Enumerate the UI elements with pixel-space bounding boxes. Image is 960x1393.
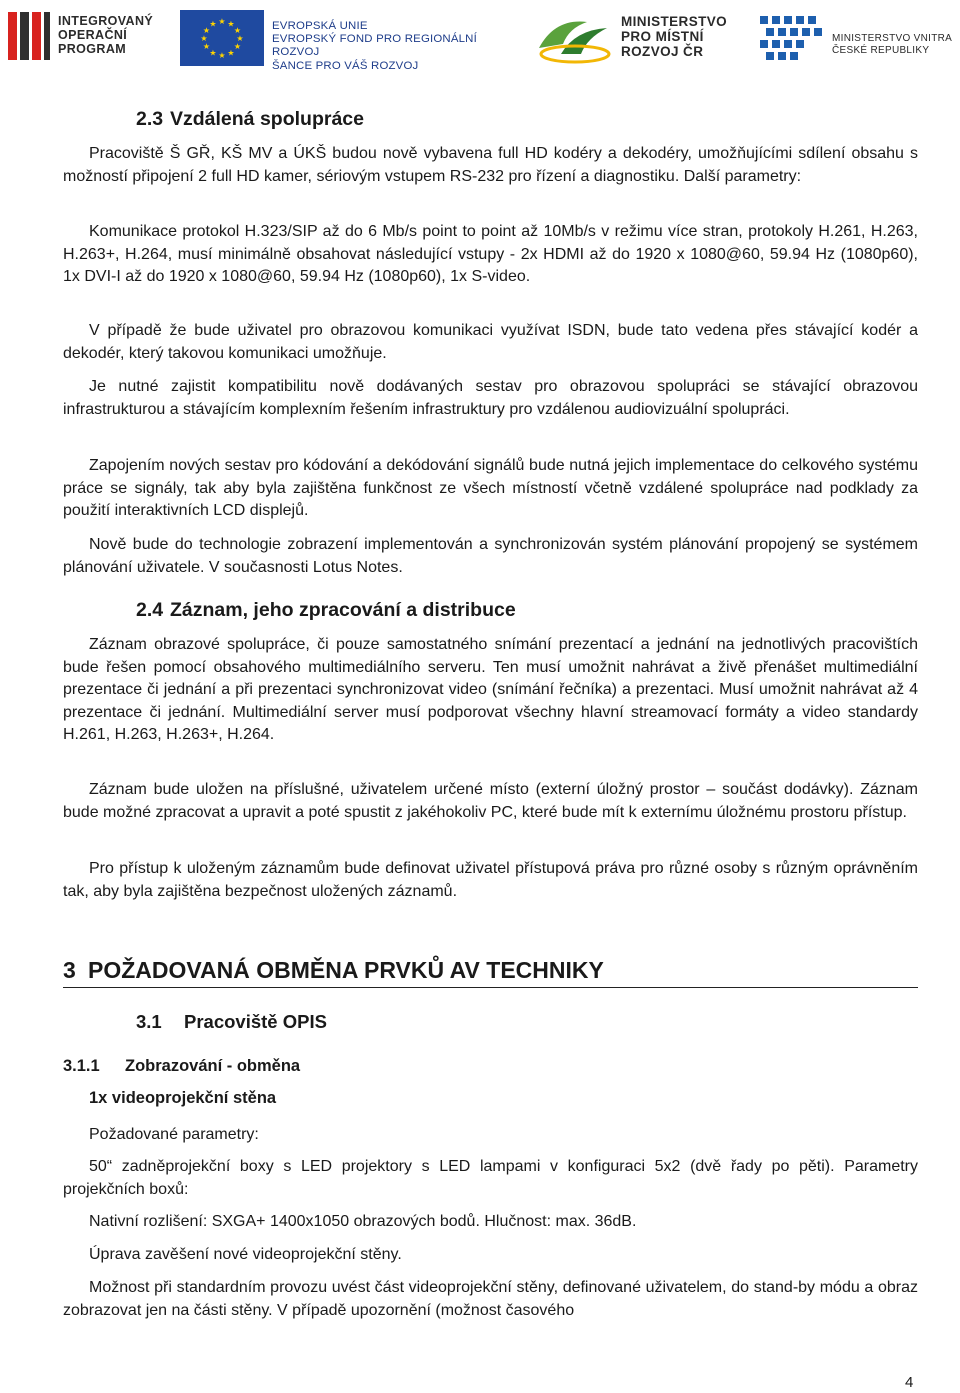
svg-text:★: ★ xyxy=(218,51,226,60)
section-title: Zobrazování - obměna xyxy=(125,1057,301,1075)
svg-text:★: ★ xyxy=(227,48,235,58)
section-number: 2.3 xyxy=(136,108,164,130)
svg-text:★: ★ xyxy=(202,26,211,35)
logo-mv-line: MINISTERSTVO VNITRA xyxy=(832,33,953,44)
section-heading-2-3 xyxy=(136,108,364,131)
logo-mmr xyxy=(535,6,750,68)
logo-iop-line: INTEGROVANÝ xyxy=(58,14,154,28)
paragraph: 50“ zadněprojekční boxy s LED projektory s LED lampami v konfiguraci 5x2 (dvě řady po pěti). Parametry projekčních boxů: xyxy=(63,1158,918,1198)
paragraph: Je nutné zajistit kompatibilitu nově dodávaných sestav pro obrazovou spolupráci se stávající obrazovou infrastrukturou a stávajícím komplexním řešením infrastruktury pro vzdálenou audiovizuální spolupráci. xyxy=(63,378,918,418)
svg-text:★: ★ xyxy=(202,42,211,51)
logo-iop xyxy=(6,6,176,68)
paragraph: Pro přístup k uloženým záznamům bude definovat uživatel přístupová práva pro různé osoby s různým oprávněním tak, aby byla zajištěna bezpečnost uložených záznamů. xyxy=(63,860,918,900)
paragraph: Zapojením nových sestav pro kódování a dekódování signálů bude nutná jejich implementace do celkového systému práce se signály, tak aby byla zajištěna funkčnost ze všech místností včetně vzdálené spolupráce nad podklady za použití interaktivních LCD displejů. xyxy=(63,457,918,519)
paragraph: Nově bude do technologie zobrazení implementován a synchronizován systém plánování propojený se systémem plánování uživatele. V současnosti Lotus Notes. xyxy=(63,536,918,576)
logo-mmr-line: PRO MÍSTNÍ xyxy=(621,29,704,44)
section-title: Pracoviště OPIS xyxy=(184,1011,327,1032)
svg-text:★: ★ xyxy=(209,48,217,58)
logo-header xyxy=(0,0,960,72)
section-number: 3.1.1 xyxy=(63,1057,100,1075)
mv-emblem-icon xyxy=(758,12,828,68)
logo-iop-line: PROGRAM xyxy=(58,42,127,56)
svg-text:★: ★ xyxy=(236,34,244,43)
paragraph: Nativní rozlišení: SXGA+ 1400x1050 obrazových bodů. Hlučnost: max. 36dB. xyxy=(89,1213,637,1230)
chapter-title: POŽADOVANÁ OBMĚNA PRVKŮ AV TECHNIKY xyxy=(88,957,604,983)
section-number: 2.4 xyxy=(136,599,164,621)
page-number: 4 xyxy=(905,1374,914,1391)
paragraph: Pracoviště Š GŘ, KŠ MV a ÚKŠ budou nově vybavena full HD kodéry a dekodéry, umožňujícími sdílení obsahu s možností připojení 2 full HD kamer, sériovým vstupem RS-232 pro řízení a diagnostiku. Další parametry: xyxy=(63,145,918,185)
section-title: Vzdálená spolupráce xyxy=(170,108,364,130)
section-heading-3-1 xyxy=(136,1011,327,1033)
paragraph: Požadované parametry: xyxy=(89,1126,259,1143)
svg-text:★: ★ xyxy=(233,42,242,51)
svg-text:★: ★ xyxy=(233,26,242,35)
section-title: Záznam, jeho zpracování a distribuce xyxy=(170,599,516,621)
paragraph: V případě že bude uživatel pro obrazovou komunikaci využívat ISDN, bude tato vedena přes stávající kodér a dekodér, který takovou komunikaci umožňuje. xyxy=(63,322,918,362)
logo-eu xyxy=(180,6,525,72)
svg-text:★: ★ xyxy=(227,19,235,29)
paragraph: Záznam obrazové spolupráce, či pouze samostatného snímání prezentací a jednání na jednotlivých pracovištích bude řešen pomocí obsahového multimediálního serveru. Ten musí umožnit nahrávat a živě přenášet multimediální prezentace či jednání a při prezentaci synchronizovat video (snímání řečníka) a prezentaci. Musí umožnit nahrávat až 4 prezentace či jednání. Multimediální server musí podporovat všechny hlavní streamovací formáty a video standardy H.261, H.263, H.263+, H.264. xyxy=(63,636,918,743)
chapter-heading-3 xyxy=(63,957,918,988)
svg-text:★: ★ xyxy=(200,34,208,43)
logo-eu-line: EVROPSKÁ UNIE xyxy=(272,20,368,32)
mmr-emblem-icon xyxy=(535,14,615,64)
section-number: 3.1 xyxy=(136,1011,162,1032)
logo-mv-line: ČESKÉ REPUBLIKY xyxy=(832,45,930,56)
paragraph: Možnost při standardním provozu uvést část videoprojekční stěny, definované uživatelem, do stand-by módu a obraz zobrazovat jen na části stěny. V případě upozornění (možnost časového xyxy=(63,1279,918,1319)
paragraph: Úprava zavěšení nové videoprojekční stěny. xyxy=(89,1246,402,1263)
subheading-videowall: 1x videoprojekční stěna xyxy=(89,1089,277,1107)
logo-mmr-line: MINISTERSTVO xyxy=(621,14,728,29)
logo-eu-line: ŠANCE PRO VÁŠ ROZVOJ xyxy=(272,59,419,72)
svg-text:★: ★ xyxy=(209,19,217,29)
logo-mmr-line: ROZVOJ ČR xyxy=(621,44,704,59)
svg-text:★: ★ xyxy=(218,17,226,26)
iop-emblem-icon xyxy=(6,8,52,64)
logo-iop-line: OPERAČNÍ xyxy=(58,28,128,42)
paragraph: Záznam bude uložen na příslušné, uživatelem určené místo (externí úložný prostor – součást dodávky). Záznam bude možné zpracovat a upravit a poté spustit z jakéhokoliv PC, které bude mít k externímu úložnému prostoru přístup. xyxy=(63,781,918,821)
chapter-number: 3 xyxy=(63,957,76,983)
logo-eu-line: EVROPSKÝ FOND PRO REGIONÁLNÍ ROZVOJ xyxy=(272,33,477,59)
section-heading-2-4 xyxy=(136,599,516,622)
eu-flag-icon xyxy=(180,10,264,66)
logo-mv xyxy=(758,6,958,68)
section-heading-3-1-1 xyxy=(63,1057,300,1076)
paragraph: Komunikace protokol H.323/SIP až do 6 Mb/s point to point až 10Mb/s v režimu více stran, protokoly H.261, H.263, H.263+, H.264, musí minimálně obsahovat následující vstupy - 2x HDMI až do 1920 x 1080@60, 59.94 Hz (1080p60), 1x DVI-I až do 1920 x 1080@60, 59.94 Hz (1080p60), 1x S-video. xyxy=(63,223,918,285)
